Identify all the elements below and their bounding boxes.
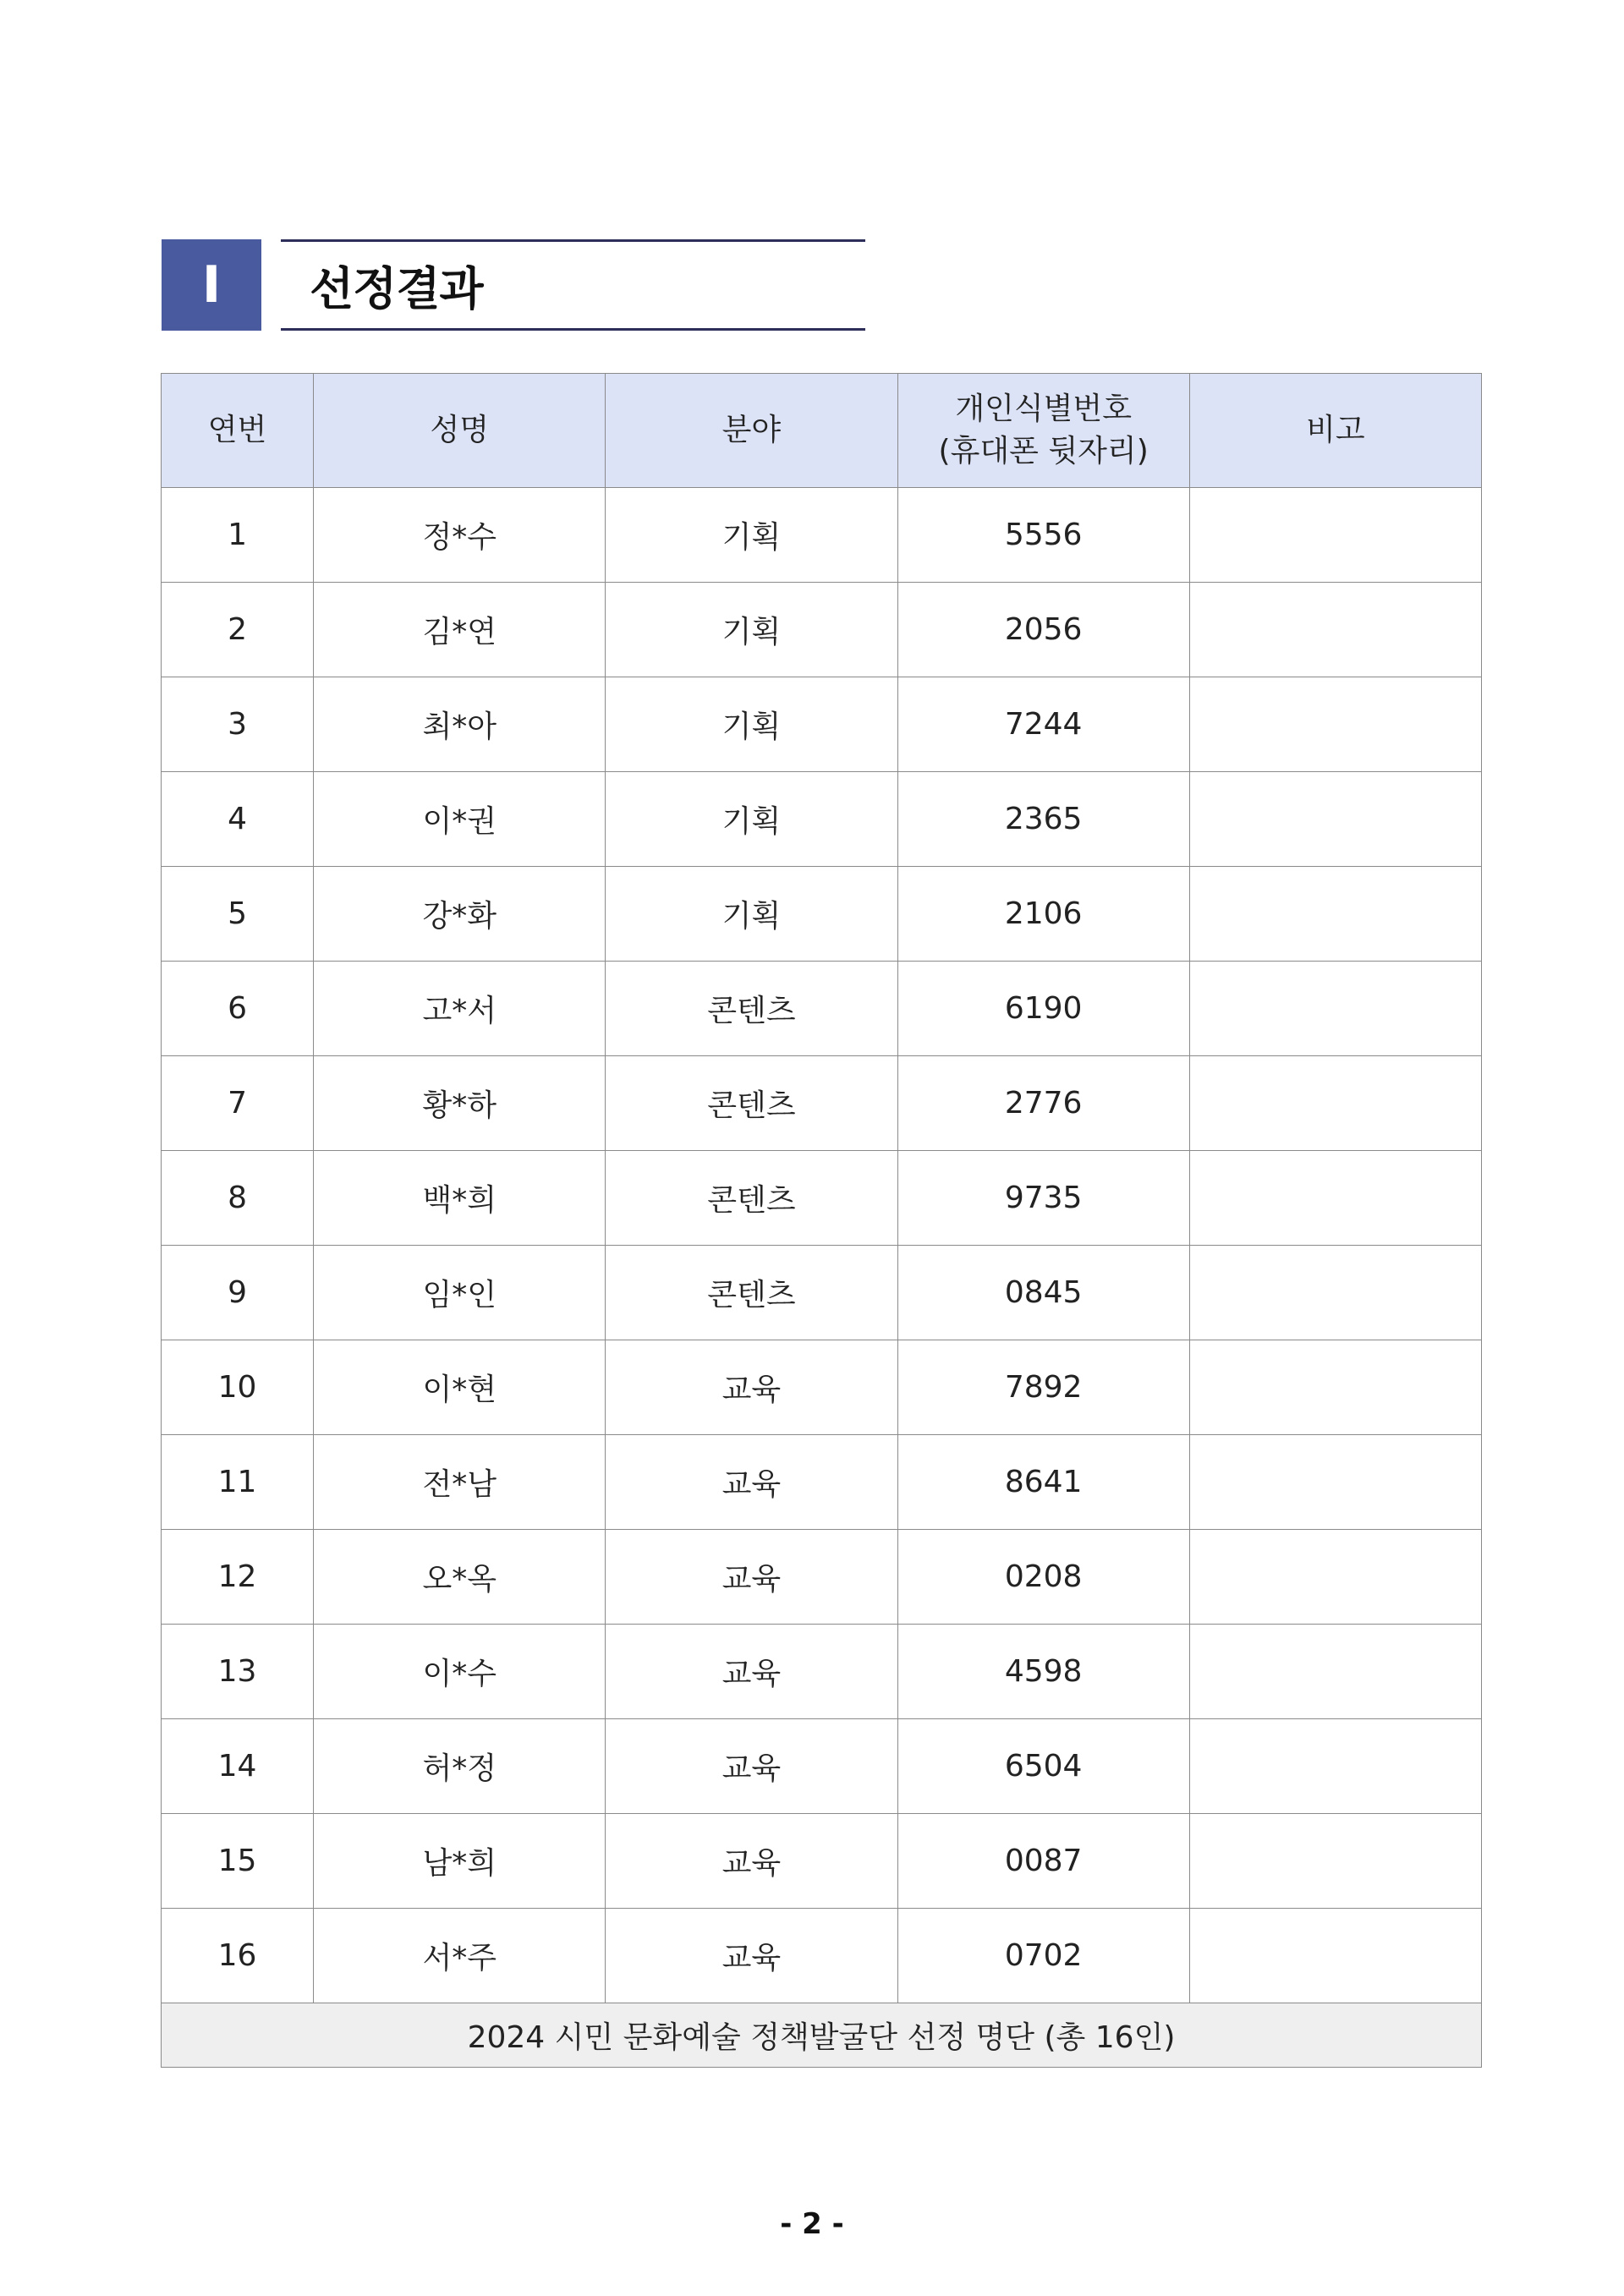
table-row bbox=[162, 1246, 1482, 1340]
cell-note bbox=[1189, 1340, 1481, 1435]
header-id-line2: (휴대폰 뒷자리) bbox=[938, 434, 1149, 469]
cell-note bbox=[1189, 772, 1481, 867]
cell-name: 이*수 bbox=[314, 1625, 606, 1719]
cell-no: 7 bbox=[162, 1056, 314, 1151]
cell-field: 기획 bbox=[606, 772, 897, 867]
cell-id: 2365 bbox=[897, 772, 1189, 867]
cell-id: 0702 bbox=[897, 1909, 1189, 2003]
header-note: 비고 bbox=[1189, 374, 1481, 488]
cell-name: 고*서 bbox=[314, 962, 606, 1056]
page-number: - 2 - bbox=[780, 2207, 844, 2241]
cell-name: 남*희 bbox=[314, 1814, 606, 1909]
cell-no: 14 bbox=[162, 1719, 314, 1814]
cell-note bbox=[1189, 583, 1481, 677]
table-row bbox=[162, 962, 1482, 1056]
section-number-badge: Ⅰ bbox=[162, 239, 261, 331]
cell-no: 15 bbox=[162, 1814, 314, 1909]
cell-field: 기획 bbox=[606, 867, 897, 962]
cell-name: 황*하 bbox=[314, 1056, 606, 1151]
cell-field: 교육 bbox=[606, 1909, 897, 2003]
cell-no: 1 bbox=[162, 488, 314, 583]
cell-field: 교육 bbox=[606, 1530, 897, 1625]
cell-note bbox=[1189, 962, 1481, 1056]
section-title-frame bbox=[281, 239, 865, 331]
table-row bbox=[162, 1814, 1482, 1909]
cell-name: 허*정 bbox=[314, 1719, 606, 1814]
cell-name: 이*권 bbox=[314, 772, 606, 867]
cell-no: 9 bbox=[162, 1246, 314, 1340]
cell-name: 강*화 bbox=[314, 867, 606, 962]
table-row bbox=[162, 1909, 1482, 2003]
cell-note bbox=[1189, 1625, 1481, 1719]
table-row bbox=[162, 1530, 1482, 1625]
cell-field: 콘텐츠 bbox=[606, 962, 897, 1056]
cell-field: 기획 bbox=[606, 583, 897, 677]
cell-id: 6504 bbox=[897, 1719, 1189, 1814]
table-caption: 2024 시민 문화예술 정책발굴단 선정 명단 (총 16인) bbox=[162, 2003, 1482, 2068]
table-row bbox=[162, 1719, 1482, 1814]
cell-note bbox=[1189, 1909, 1481, 2003]
cell-no: 4 bbox=[162, 772, 314, 867]
cell-id: 2056 bbox=[897, 583, 1189, 677]
table-row bbox=[162, 583, 1482, 677]
cell-no: 11 bbox=[162, 1435, 314, 1530]
cell-id: 4598 bbox=[897, 1625, 1189, 1719]
cell-note bbox=[1189, 1814, 1481, 1909]
header-name: 성명 bbox=[314, 374, 606, 488]
cell-field: 교육 bbox=[606, 1625, 897, 1719]
table-row bbox=[162, 867, 1482, 962]
table-row bbox=[162, 488, 1482, 583]
cell-note bbox=[1189, 677, 1481, 772]
cell-id: 7892 bbox=[897, 1340, 1189, 1435]
cell-name: 오*옥 bbox=[314, 1530, 606, 1625]
cell-id: 0208 bbox=[897, 1530, 1189, 1625]
table-row bbox=[162, 1625, 1482, 1719]
cell-name: 정*수 bbox=[314, 488, 606, 583]
table-header-row bbox=[162, 374, 1482, 488]
cell-field: 교육 bbox=[606, 1340, 897, 1435]
cell-field: 기획 bbox=[606, 677, 897, 772]
cell-no: 8 bbox=[162, 1151, 314, 1246]
table-body bbox=[162, 488, 1482, 2003]
cell-id: 7244 bbox=[897, 677, 1189, 772]
cell-no: 13 bbox=[162, 1625, 314, 1719]
cell-id: 2776 bbox=[897, 1056, 1189, 1151]
cell-name: 서*주 bbox=[314, 1909, 606, 2003]
cell-note bbox=[1189, 1151, 1481, 1246]
table-footer-row bbox=[162, 2003, 1482, 2068]
cell-no: 12 bbox=[162, 1530, 314, 1625]
cell-no: 6 bbox=[162, 962, 314, 1056]
cell-field: 콘텐츠 bbox=[606, 1246, 897, 1340]
cell-no: 16 bbox=[162, 1909, 314, 2003]
cell-id: 5556 bbox=[897, 488, 1189, 583]
cell-note bbox=[1189, 1056, 1481, 1151]
cell-id: 9735 bbox=[897, 1151, 1189, 1246]
cell-id: 8641 bbox=[897, 1435, 1189, 1530]
cell-id: 2106 bbox=[897, 867, 1189, 962]
header-id-line1: 개인식별번호 bbox=[955, 392, 1132, 426]
table-row bbox=[162, 677, 1482, 772]
cell-name: 이*현 bbox=[314, 1340, 606, 1435]
cell-no: 2 bbox=[162, 583, 314, 677]
cell-field: 교육 bbox=[606, 1814, 897, 1909]
cell-id: 6190 bbox=[897, 962, 1189, 1056]
cell-no: 3 bbox=[162, 677, 314, 772]
table-row bbox=[162, 772, 1482, 867]
cell-name: 임*인 bbox=[314, 1246, 606, 1340]
cell-note bbox=[1189, 488, 1481, 583]
cell-name: 김*연 bbox=[314, 583, 606, 677]
header-field: 분야 bbox=[606, 374, 897, 488]
cell-field: 교육 bbox=[606, 1435, 897, 1530]
table-row bbox=[162, 1056, 1482, 1151]
cell-id: 0845 bbox=[897, 1246, 1189, 1340]
cell-field: 콘텐츠 bbox=[606, 1056, 897, 1151]
cell-name: 최*아 bbox=[314, 677, 606, 772]
cell-field: 기획 bbox=[606, 488, 897, 583]
section-title: 선정결과 bbox=[310, 261, 483, 315]
cell-field: 콘텐츠 bbox=[606, 1151, 897, 1246]
cell-note bbox=[1189, 1435, 1481, 1530]
section-header bbox=[162, 239, 865, 331]
selection-results-table bbox=[161, 373, 1482, 2068]
cell-note bbox=[1189, 1246, 1481, 1340]
cell-note bbox=[1189, 867, 1481, 962]
cell-name: 백*희 bbox=[314, 1151, 606, 1246]
cell-name: 전*남 bbox=[314, 1435, 606, 1530]
cell-field: 교육 bbox=[606, 1719, 897, 1814]
table-row bbox=[162, 1340, 1482, 1435]
cell-id: 0087 bbox=[897, 1814, 1189, 1909]
cell-no: 5 bbox=[162, 867, 314, 962]
table-row bbox=[162, 1151, 1482, 1246]
cell-note bbox=[1189, 1530, 1481, 1625]
header-no: 연번 bbox=[162, 374, 314, 488]
header-id bbox=[897, 374, 1189, 488]
cell-no: 10 bbox=[162, 1340, 314, 1435]
cell-note bbox=[1189, 1719, 1481, 1814]
table-row bbox=[162, 1435, 1482, 1530]
